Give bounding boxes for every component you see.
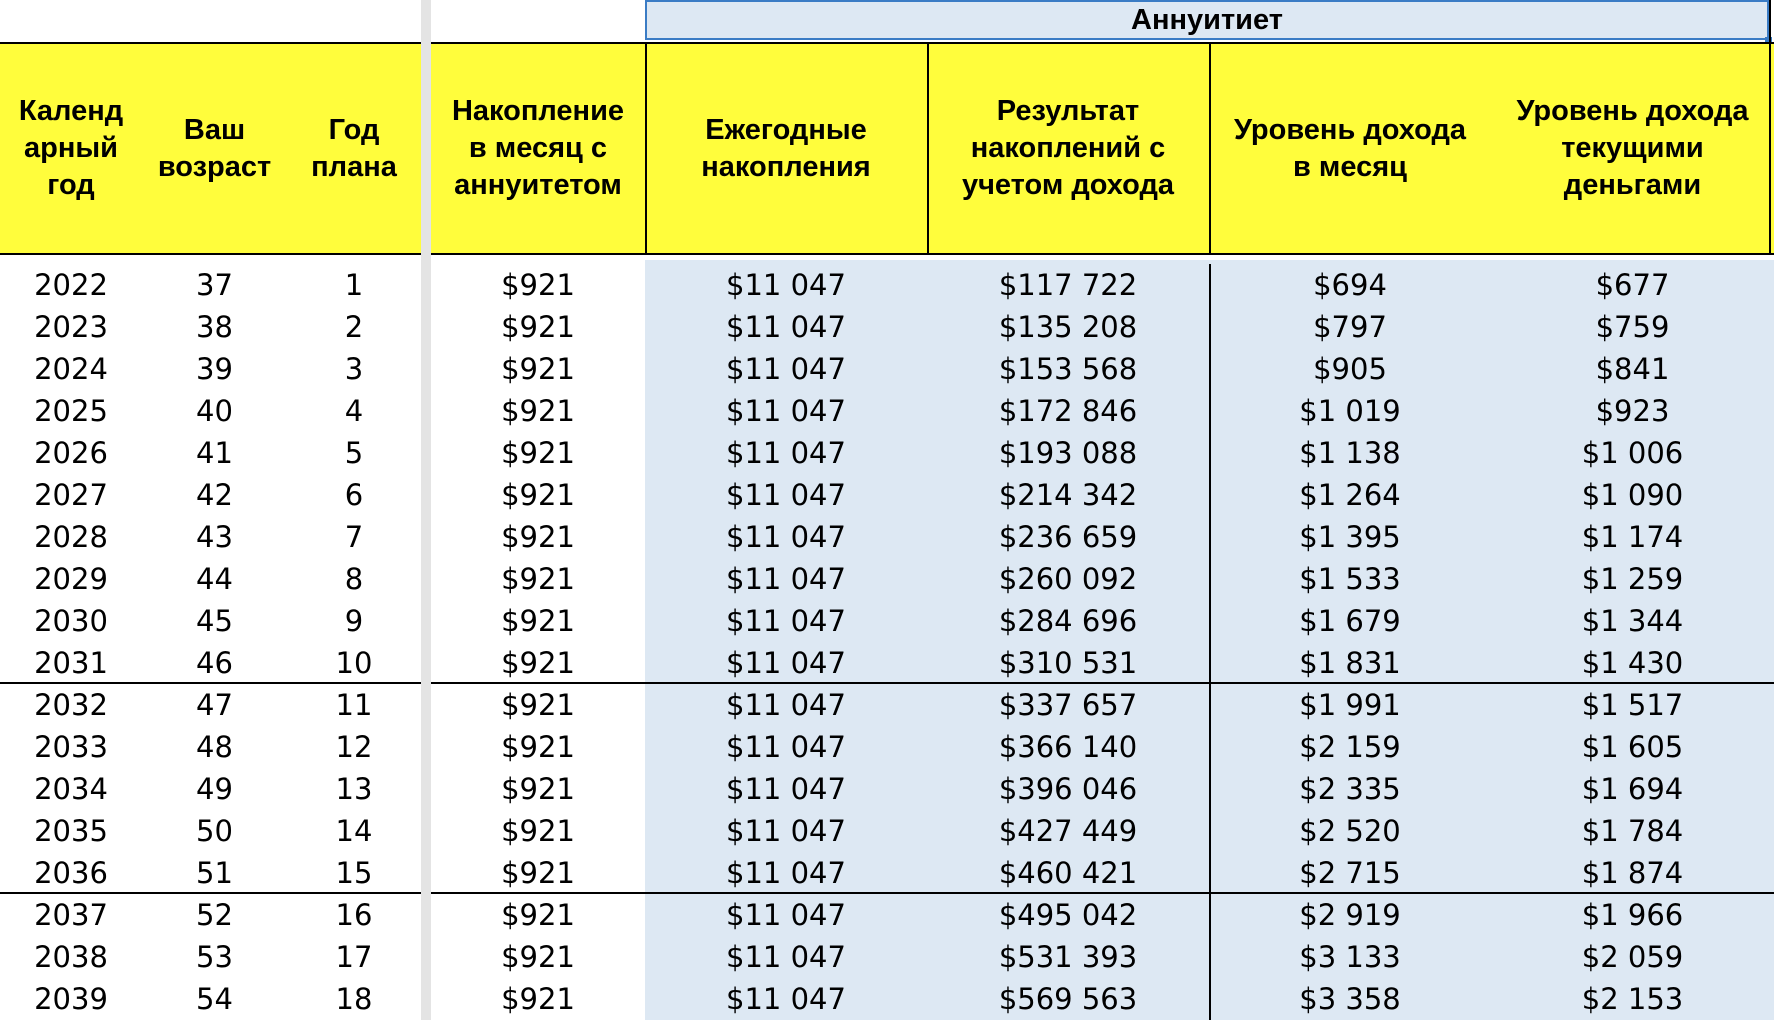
table-row (0, 894, 1774, 936)
cell-plan-year[interactable]: 18 (335, 982, 373, 1016)
cell-annual-saving[interactable]: $11 047 (726, 436, 846, 470)
cell-monthly-saving[interactable]: $921 (501, 772, 575, 806)
cell-monthly-saving[interactable]: $921 (501, 394, 575, 428)
annuity-header-cell[interactable]: Аннуитиет (645, 0, 1769, 40)
cell-calendar-year[interactable]: 2029 (34, 562, 108, 596)
header-label-line: учетом дохода (961, 169, 1175, 201)
header-label (1234, 112, 1466, 186)
cell-savings-result[interactable]: $260 092 (998, 562, 1138, 596)
cell-annual-saving[interactable]: $11 047 (726, 814, 846, 848)
table-row (0, 474, 1774, 516)
cell-calendar-year[interactable]: 2035 (34, 814, 108, 848)
cell-income-current-money[interactable]: $1 344 (1581, 604, 1684, 638)
table-row (0, 726, 1774, 768)
cell-income-current-money[interactable]: $677 (1595, 268, 1670, 302)
cell-calendar-year[interactable]: 2022 (34, 268, 108, 302)
cell-calendar-year[interactable]: 2039 (34, 982, 108, 1016)
cell-plan-year[interactable]: 7 (344, 520, 364, 554)
cell-calendar-year[interactable]: 2032 (34, 688, 108, 722)
header-label-line: Уровень дохода (1516, 95, 1749, 127)
cell-annual-saving[interactable]: $11 047 (726, 982, 846, 1016)
table-row (0, 264, 1774, 306)
cell-your-age[interactable]: 39 (196, 352, 233, 386)
cell-annual-saving[interactable]: $11 047 (726, 646, 846, 680)
cell-income-current-money[interactable]: $923 (1595, 394, 1670, 428)
cell-your-age[interactable]: 45 (196, 604, 233, 638)
cell-monthly-saving[interactable]: $921 (501, 310, 575, 344)
grid-line (0, 892, 421, 894)
cell-savings-result[interactable]: $214 342 (998, 478, 1138, 512)
table-row (0, 642, 1774, 684)
cell-income-current-money[interactable]: $1 090 (1581, 478, 1684, 512)
header-monthly-saving[interactable] (431, 42, 645, 255)
table-row (0, 516, 1774, 558)
header-label-line: возраст (157, 150, 272, 183)
cell-calendar-year[interactable]: 2031 (34, 646, 108, 680)
cell-calendar-year[interactable]: 2028 (34, 520, 108, 554)
table-row (0, 852, 1774, 894)
cell-income-current-money[interactable]: $1 966 (1581, 898, 1684, 932)
cell-plan-year[interactable]: 2 (344, 310, 364, 344)
cell-annual-saving[interactable]: $11 047 (726, 478, 846, 512)
grid-line (1209, 42, 1211, 255)
header-label-line: Ваш (183, 113, 246, 146)
cell-monthly-saving[interactable]: $921 (501, 436, 575, 470)
cell-monthly-income[interactable]: $1 138 (1299, 436, 1401, 470)
header-label-line: Результат (996, 95, 1140, 127)
header-label-line: в месяц (1293, 150, 1407, 183)
header-label-line: деньгами (1563, 169, 1702, 201)
cell-plan-year[interactable]: 12 (335, 730, 373, 764)
grid-line (0, 682, 421, 684)
cell-calendar-year[interactable]: 2037 (34, 898, 108, 932)
header-label (19, 93, 123, 204)
cell-annual-saving[interactable]: $11 047 (726, 730, 846, 764)
cell-calendar-year[interactable]: 2033 (34, 730, 108, 764)
header-label-line: Накопление (451, 95, 625, 127)
cell-your-age[interactable]: 53 (196, 940, 233, 974)
header-annual-saving[interactable] (645, 42, 927, 255)
cell-calendar-year[interactable]: 2024 (34, 352, 108, 386)
cell-monthly-income[interactable]: $1 533 (1299, 562, 1401, 596)
cell-monthly-saving[interactable]: $921 (501, 898, 575, 932)
header-label-line: Уровень дохода (1233, 113, 1466, 146)
cell-plan-year[interactable]: 6 (344, 478, 364, 512)
header-label (701, 112, 870, 186)
cell-your-age[interactable]: 38 (196, 310, 233, 344)
cell-plan-year[interactable]: 8 (344, 562, 364, 596)
cell-savings-result[interactable]: $117 722 (998, 268, 1138, 302)
cell-monthly-saving[interactable]: $921 (501, 730, 575, 764)
header-label-line: накоплений с (970, 132, 1166, 164)
header-your-age[interactable] (142, 42, 287, 255)
cell-monthly-saving[interactable]: $921 (501, 814, 575, 848)
cell-annual-saving[interactable]: $11 047 (726, 520, 846, 554)
cell-annual-saving[interactable]: $11 047 (726, 352, 846, 386)
header-label (311, 112, 397, 186)
header-label-line: Год (328, 113, 380, 146)
cell-your-age[interactable]: 47 (196, 688, 233, 722)
table-row (0, 684, 1774, 726)
cell-your-age[interactable]: 52 (196, 898, 233, 932)
cell-savings-result[interactable]: $284 696 (998, 604, 1138, 638)
cell-monthly-income[interactable]: $2 919 (1299, 898, 1401, 932)
cell-monthly-saving[interactable]: $921 (501, 688, 575, 722)
cell-monthly-income[interactable]: $2 520 (1299, 814, 1401, 848)
cell-plan-year[interactable]: 16 (335, 898, 373, 932)
cell-monthly-income[interactable]: $1 395 (1299, 520, 1401, 554)
cell-your-age[interactable]: 42 (196, 478, 233, 512)
cell-calendar-year[interactable]: 2025 (34, 394, 108, 428)
header-label (158, 112, 271, 186)
header-label-line: аннуитетом (454, 169, 622, 201)
cell-annual-saving[interactable]: $11 047 (726, 310, 846, 344)
cell-income-current-money[interactable]: $1 784 (1581, 814, 1684, 848)
cell-annual-saving[interactable]: $11 047 (726, 562, 846, 596)
cell-annual-saving[interactable]: $11 047 (726, 772, 846, 806)
cell-annual-saving[interactable]: $11 047 (726, 604, 846, 638)
cell-annual-saving[interactable]: $11 047 (726, 940, 846, 974)
cell-monthly-saving[interactable]: $921 (501, 982, 575, 1016)
header-income-current-money[interactable] (1491, 42, 1774, 255)
cell-your-age[interactable]: 43 (196, 520, 233, 554)
cell-savings-result[interactable]: $172 846 (998, 394, 1138, 428)
cell-monthly-income[interactable]: $1 991 (1299, 688, 1401, 722)
cell-monthly-saving[interactable]: $921 (501, 604, 575, 638)
cell-plan-year[interactable]: 13 (335, 772, 373, 806)
grid-line (1209, 264, 1211, 1020)
header-label-line: плана (311, 150, 397, 183)
cell-plan-year[interactable]: 5 (344, 436, 364, 470)
cell-monthly-income[interactable]: $3 358 (1299, 982, 1401, 1016)
cell-annual-saving[interactable]: $11 047 (726, 688, 846, 722)
cell-monthly-saving[interactable]: $921 (501, 520, 575, 554)
header-label-line: Календ (18, 95, 124, 127)
cell-income-current-money[interactable]: $1 259 (1581, 562, 1684, 596)
cell-monthly-saving[interactable]: $921 (501, 268, 575, 302)
cell-income-current-money[interactable]: $1 874 (1581, 856, 1684, 890)
cell-your-age[interactable]: 51 (196, 856, 233, 890)
cell-income-current-money[interactable]: $1 605 (1581, 730, 1684, 764)
header-label (1516, 93, 1748, 204)
cell-monthly-saving[interactable]: $921 (501, 940, 575, 974)
header-label-line: в месяц с (468, 132, 608, 164)
cell-calendar-year[interactable]: 2027 (34, 478, 108, 512)
cell-monthly-saving[interactable]: $921 (501, 646, 575, 680)
cell-savings-result[interactable]: $236 659 (998, 520, 1138, 554)
table-row (0, 558, 1774, 600)
header-calendar-year[interactable] (0, 42, 142, 255)
cell-annual-saving[interactable]: $11 047 (726, 268, 846, 302)
table-row (0, 432, 1774, 474)
header-label (452, 93, 624, 204)
cell-savings-result[interactable]: $569 563 (998, 982, 1138, 1016)
cell-monthly-income[interactable]: $797 (1313, 310, 1387, 344)
cell-savings-result[interactable]: $460 421 (998, 856, 1138, 890)
cell-calendar-year[interactable]: 2038 (34, 940, 108, 974)
cell-savings-result[interactable]: $337 657 (998, 688, 1138, 722)
cell-calendar-year[interactable]: 2026 (34, 436, 108, 470)
cell-calendar-year[interactable]: 2030 (34, 604, 108, 638)
cell-plan-year[interactable]: 14 (335, 814, 373, 848)
cell-annual-saving[interactable]: $11 047 (726, 394, 846, 428)
cell-savings-result[interactable]: $153 568 (998, 352, 1138, 386)
cell-your-age[interactable]: 50 (196, 814, 233, 848)
cell-monthly-saving[interactable]: $921 (501, 352, 575, 386)
cell-your-age[interactable]: 41 (196, 436, 233, 470)
cell-income-current-money[interactable]: $841 (1595, 352, 1670, 386)
cell-monthly-income[interactable]: $905 (1313, 352, 1387, 386)
cell-savings-result[interactable]: $310 531 (998, 646, 1138, 680)
cell-annual-saving[interactable]: $11 047 (726, 856, 846, 890)
cell-your-age[interactable]: 48 (196, 730, 233, 764)
cell-plan-year[interactable]: 3 (344, 352, 364, 386)
table-row (0, 936, 1774, 978)
cell-plan-year[interactable]: 9 (344, 604, 364, 638)
header-label-line: год (47, 169, 95, 201)
cell-income-current-money[interactable]: $759 (1595, 310, 1670, 344)
cell-income-current-money[interactable]: $1 006 (1581, 436, 1684, 470)
cell-your-age[interactable]: 46 (196, 646, 233, 680)
cell-your-age[interactable]: 54 (196, 982, 233, 1016)
cell-monthly-income[interactable]: $1 019 (1299, 394, 1401, 428)
cell-your-age[interactable]: 37 (196, 268, 233, 302)
header-label (962, 93, 1174, 204)
cell-savings-result[interactable]: $193 088 (998, 436, 1138, 470)
cell-monthly-saving[interactable]: $921 (501, 562, 575, 596)
cell-monthly-income[interactable]: $3 133 (1299, 940, 1401, 974)
grid-line (431, 682, 1774, 684)
header-savings-result[interactable] (927, 42, 1209, 255)
cell-monthly-income[interactable]: $2 715 (1299, 856, 1401, 890)
table-row (0, 810, 1774, 852)
empty-cell[interactable] (431, 0, 645, 42)
cell-income-current-money[interactable]: $1 430 (1581, 646, 1684, 680)
cell-savings-result[interactable]: $366 140 (998, 730, 1138, 764)
grid-line (431, 892, 1774, 894)
cell-plan-year[interactable]: 10 (335, 646, 373, 680)
table-row (0, 768, 1774, 810)
table-row (0, 348, 1774, 390)
header-monthly-income[interactable] (1209, 42, 1491, 255)
cell-monthly-saving[interactable]: $921 (501, 478, 575, 512)
grid-line (927, 42, 929, 255)
cell-income-current-money[interactable]: $1 694 (1581, 772, 1684, 806)
table-row (0, 390, 1774, 432)
cell-monthly-income[interactable]: $1 831 (1299, 646, 1401, 680)
cell-annual-saving[interactable]: $11 047 (726, 898, 846, 932)
table-row (0, 978, 1774, 1020)
header-label-line: Ежегодные (705, 113, 867, 146)
header-label-line: арный (24, 132, 118, 164)
cell-income-current-money[interactable]: $2 153 (1581, 982, 1684, 1016)
cell-monthly-income[interactable]: $1 264 (1299, 478, 1401, 512)
cell-calendar-year[interactable]: 2034 (34, 772, 108, 806)
cell-your-age[interactable]: 40 (196, 394, 233, 428)
cell-plan-year[interactable]: 1 (344, 268, 364, 302)
cell-savings-result[interactable]: $396 046 (998, 772, 1138, 806)
cell-monthly-income[interactable]: $1 679 (1299, 604, 1401, 638)
cell-plan-year[interactable]: 15 (335, 856, 373, 890)
cell-calendar-year[interactable]: 2036 (34, 856, 108, 890)
table-row (0, 600, 1774, 642)
cell-monthly-income[interactable]: $2 159 (1299, 730, 1401, 764)
cell-savings-result[interactable]: $427 449 (998, 814, 1138, 848)
cell-income-current-money[interactable]: $2 059 (1581, 940, 1684, 974)
header-label-line: накопления (701, 150, 871, 183)
cell-savings-result[interactable]: $495 042 (998, 898, 1138, 932)
grid-line (1769, 0, 1771, 255)
cell-plan-year[interactable]: 11 (335, 688, 373, 722)
cell-your-age[interactable]: 49 (196, 772, 233, 806)
grid-line (645, 42, 647, 255)
cell-monthly-income[interactable]: $694 (1313, 268, 1387, 302)
cell-savings-result[interactable]: $531 393 (998, 940, 1138, 974)
empty-cell[interactable] (0, 0, 421, 42)
cell-savings-result[interactable]: $135 208 (998, 310, 1138, 344)
cell-income-current-money[interactable]: $1 174 (1581, 520, 1684, 554)
cell-income-current-money[interactable]: $1 517 (1581, 688, 1684, 722)
cell-monthly-income[interactable]: $2 335 (1299, 772, 1401, 806)
cell-calendar-year[interactable]: 2023 (34, 310, 108, 344)
table-row (0, 306, 1774, 348)
cell-plan-year[interactable]: 4 (344, 394, 364, 428)
cell-monthly-saving[interactable]: $921 (501, 856, 575, 890)
header-plan-year[interactable] (287, 42, 421, 255)
cell-your-age[interactable]: 44 (196, 562, 233, 596)
header-label-line: текущими (1561, 132, 1704, 164)
cell-plan-year[interactable]: 17 (335, 940, 373, 974)
